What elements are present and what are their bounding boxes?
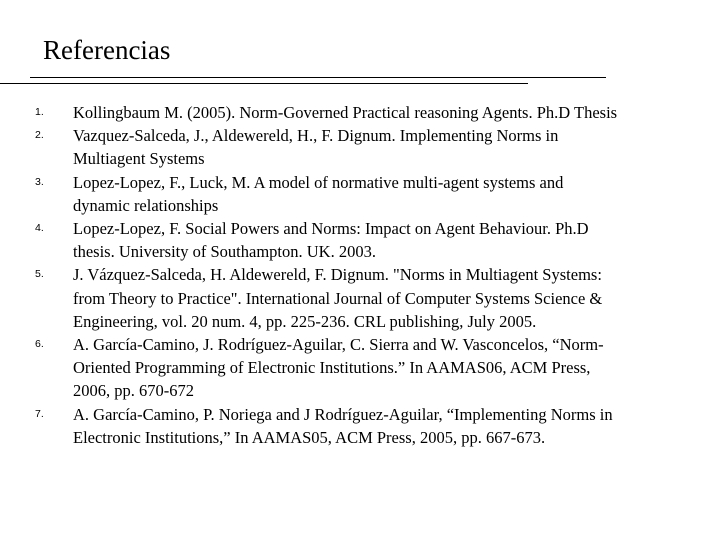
reference-number: 4. (35, 222, 44, 235)
reference-number: 2. (35, 129, 44, 142)
reference-text-line: Lopez-Lopez, F., Luck, M. A model of normative multi-agent systems and (73, 172, 564, 192)
reference-text-line: J. Vázquez-Salceda, H. Aldewereld, F. Dignum. "Norms in Multiagent Systems: (73, 265, 602, 285)
reference-item (35, 333, 675, 403)
title-divider-bottom (0, 83, 528, 84)
reference-text-line: Lopez-Lopez, F. Social Powers and Norms: Impact on Agent Behaviour. Ph.D (73, 219, 589, 239)
reference-text-line: thesis. University of Southampton. UK. 2003. (73, 242, 376, 262)
reference-text-line: Oriented Programming of Electronic Institutions.” In AAMAS06, ACM Press, (73, 358, 591, 378)
reference-number: 1. (35, 106, 44, 118)
reference-text-line: A. García-Camino, P. Noriega and J Rodríguez-Aguilar, “Implementing Norms in (73, 404, 613, 424)
reference-text-line: from Theory to Practice". International Journal of Computer Systems Science & (73, 288, 603, 308)
reference-text-line: dynamic relationships (73, 195, 219, 215)
reference-text-line: Vazquez-Salceda, J., Aldewereld, H., F. Dignum. Implementing Norms in (73, 126, 559, 146)
reference-item (35, 263, 675, 333)
reference-number: 5. (35, 268, 44, 281)
reference-item (35, 124, 675, 170)
reference-list (35, 101, 675, 449)
reference-item (35, 217, 675, 263)
title-divider-top (30, 77, 606, 78)
reference-number: 6. (35, 338, 44, 351)
reference-text-line: Engineering, vol. 20 num. 4, pp. 225-236. CRL publishing, July 2005. (73, 311, 537, 331)
reference-text-line: Kollingbaum M. (2005). Norm-Governed Practical reasoning Agents. Ph.D Thesis (73, 103, 618, 122)
reference-item (35, 101, 675, 124)
reference-text-line: A. García-Camino, J. Rodríguez-Aguilar, C. Sierra and W. Vasconcelos, “Norm- (73, 335, 604, 355)
reference-text-line: Multiagent Systems (73, 149, 205, 169)
reference-item (35, 403, 675, 449)
reference-item (35, 171, 675, 217)
reference-number: 7. (35, 407, 44, 420)
reference-text-line: 2006, pp. 670-672 (73, 381, 194, 401)
slide-title: Referencias (43, 35, 171, 65)
reference-number: 3. (35, 175, 44, 188)
reference-text-line: Electronic Institutions,” In AAMAS05, ACM Press, 2005, pp. 667-673. (73, 427, 546, 447)
